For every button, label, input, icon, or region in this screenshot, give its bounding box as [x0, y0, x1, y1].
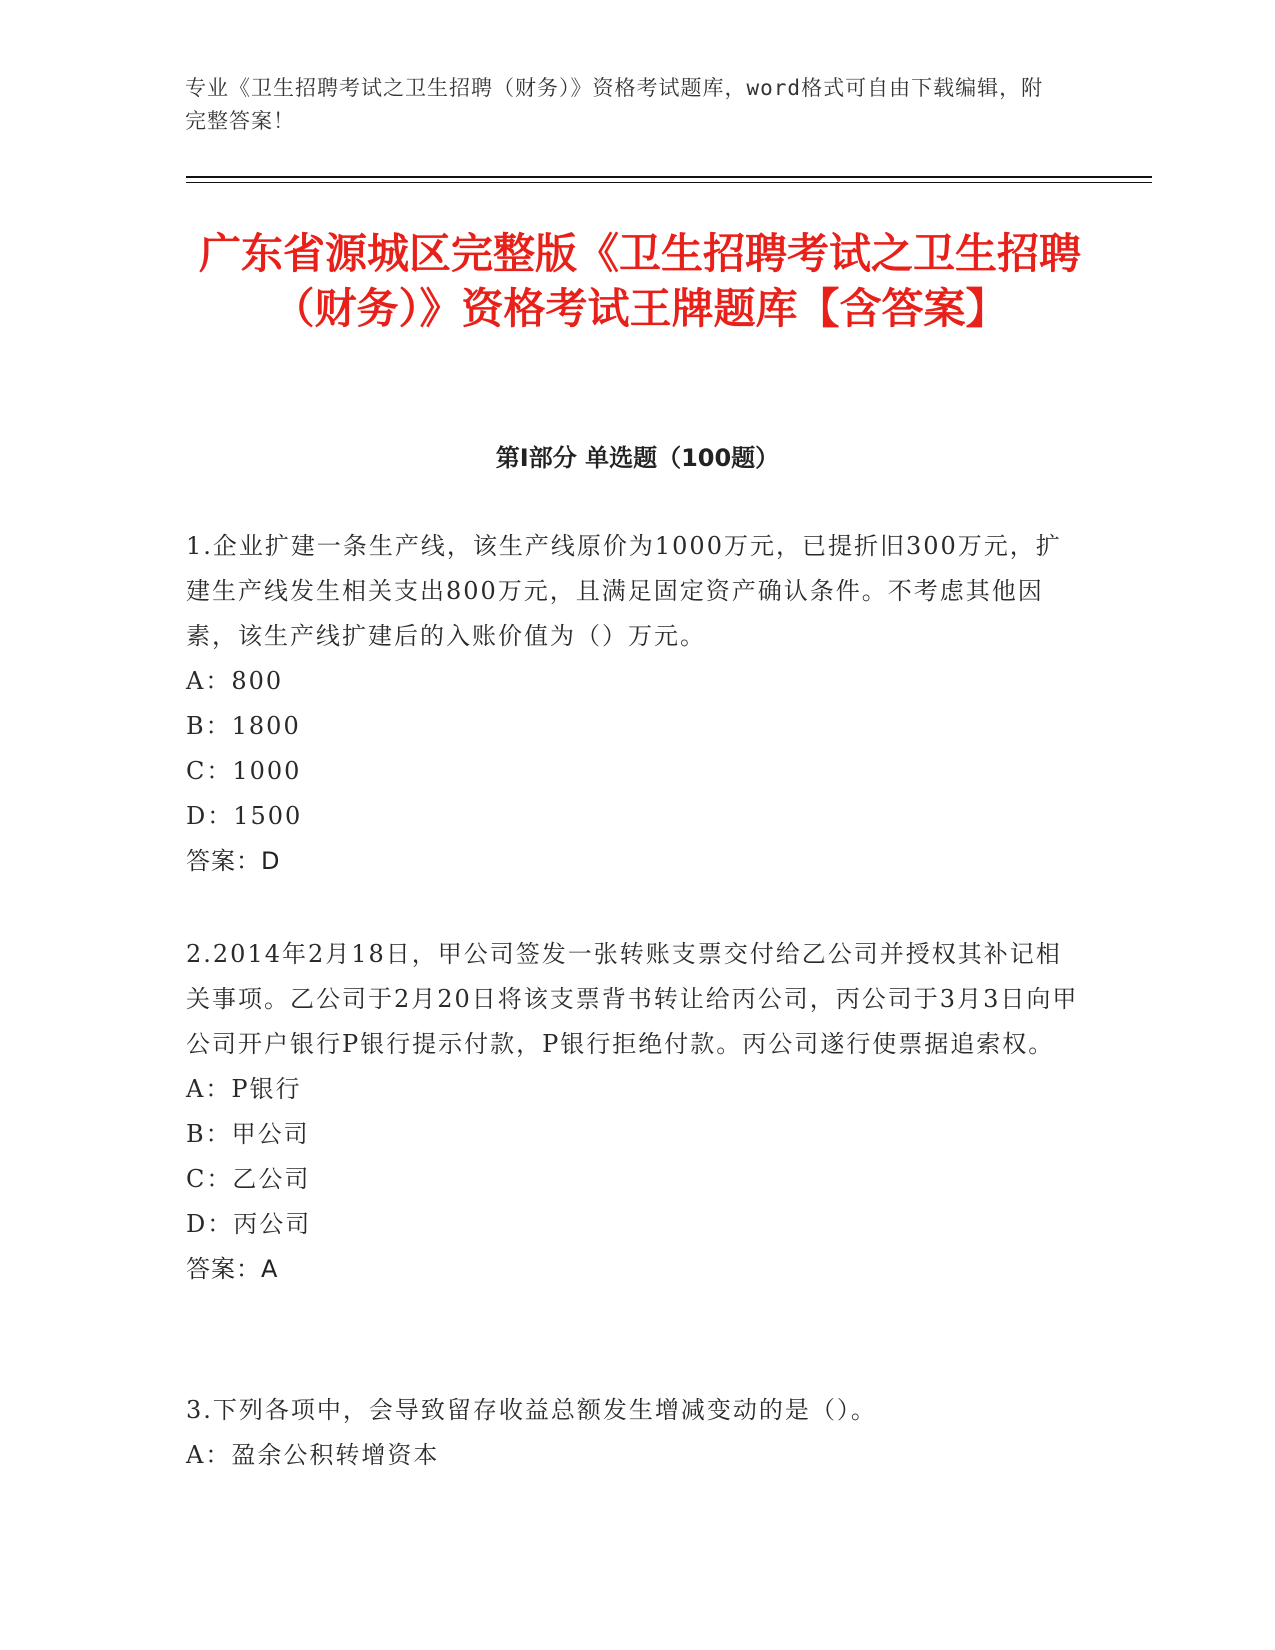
- section-title: 第I部分 单选题（100题）: [495, 444, 780, 472]
- answer: 答案：D: [186, 847, 281, 875]
- option-c: C：1000: [186, 757, 302, 785]
- question-3: [186, 1388, 1086, 1478]
- option-a: A：800: [186, 667, 284, 695]
- question-stem: 2.2014年2月18日，甲公司签发一张转账支票交付给乙公司并授权其补记相关事项。乙公司于2月20日将该支票背书转让给丙公司，丙公司于3月3日向甲公司开户银行P银行提示付款，P银行拒绝付款。丙公司遂行使票据追索权。: [186, 940, 1079, 1058]
- header-divider-thick: [186, 176, 1152, 178]
- option-a: A：盈余公积转增资本: [186, 1441, 440, 1469]
- option-c: C：乙公司: [186, 1165, 311, 1193]
- option-b: B：1800: [186, 712, 301, 740]
- answer: 答案：A: [186, 1255, 279, 1283]
- header-note: 专业《卫生招聘考试之卫生招聘（财务）》资格考试题库，word格式可自由下载编辑，附完整答案！: [185, 76, 1044, 133]
- option-a: A：P银行: [186, 1075, 302, 1103]
- question-stem: 3.下列各项中，会导致留存收益总额发生增减变动的是（）。: [186, 1396, 877, 1424]
- question-2: [186, 932, 1086, 1292]
- option-d: D：1500: [186, 802, 303, 830]
- option-d: D：丙公司: [186, 1210, 312, 1238]
- question-stem: 1.企业扩建一条生产线，该生产线原价为1000万元，已提折旧300万元，扩建生产线发生相关支出800万元，且满足固定资产确认条件。不考虑其他因素，该生产线扩建后的入账价值为（）万元。: [186, 532, 1062, 650]
- question-1: [186, 524, 1086, 884]
- option-b: B：甲公司: [186, 1120, 310, 1148]
- header-divider-thin: [186, 182, 1152, 183]
- document-title: 广东省源城区完整版《卫生招聘考试之卫生招聘（财务）》资格考试王牌题库【含答案】: [198, 229, 1081, 333]
